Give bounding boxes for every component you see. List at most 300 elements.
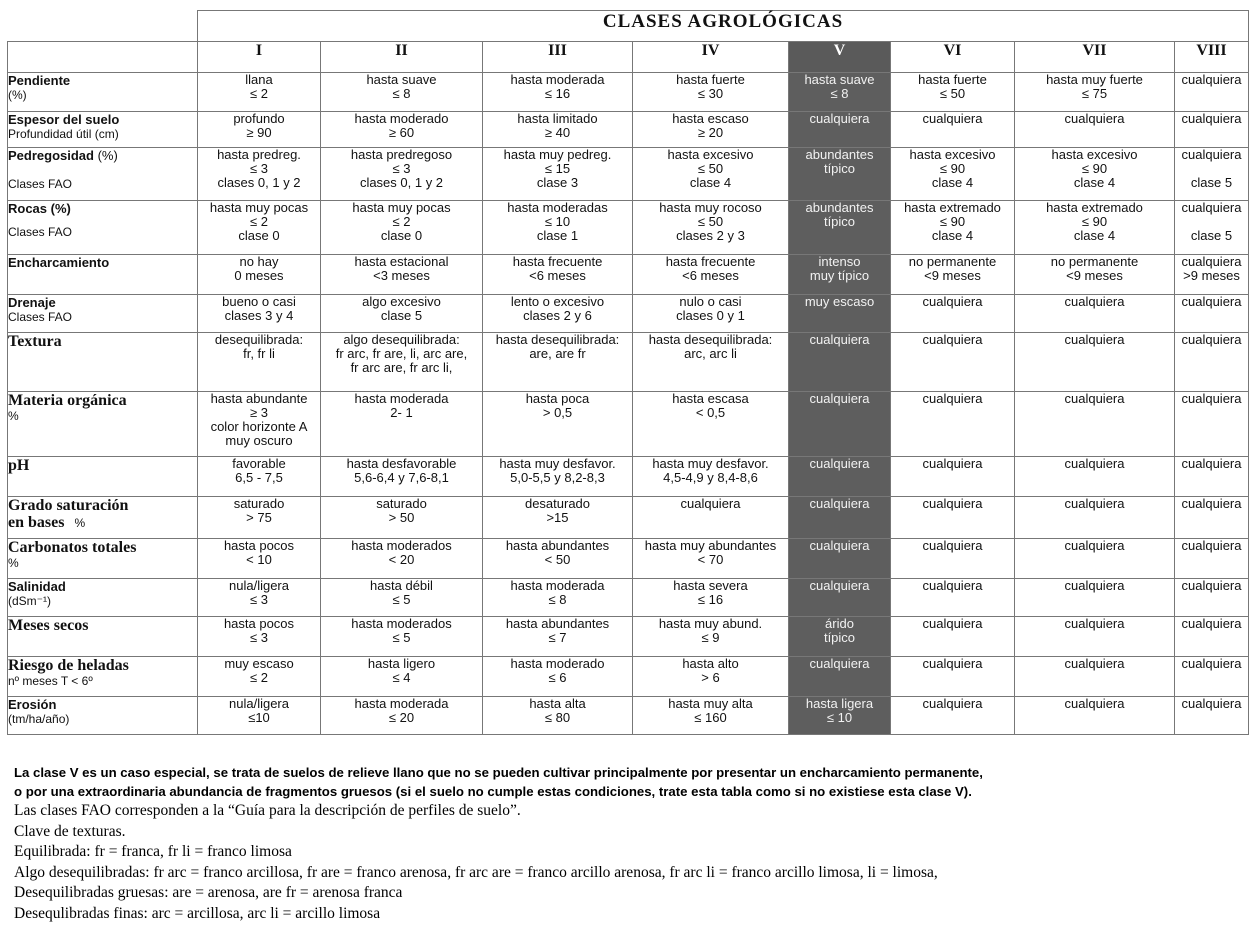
cell-class-6 (891, 539, 1015, 579)
cell-line: algo desequilibrada: (343, 332, 460, 347)
row-sub-label: nº meses T < 6º (8, 674, 93, 688)
cell-line: < 70 (697, 552, 724, 567)
row-label-line2: en bases (8, 514, 65, 531)
cell-class-3 (483, 295, 633, 333)
cell-line: cualquiera (1181, 696, 1242, 711)
cell-line: cualquiera (922, 696, 983, 711)
cell-class-7 (1015, 295, 1175, 333)
cell-line: cualquiera (1181, 456, 1242, 471)
row-sub-label: Clases FAO (8, 177, 73, 191)
cell-class-3 (483, 201, 633, 255)
row-label-cell (8, 539, 198, 579)
row-sub-label: Clases FAO (8, 225, 73, 239)
cell-class-1 (198, 333, 321, 392)
cell-line: cualquiera (1064, 616, 1125, 631)
row-label-text: Meses secos (8, 617, 89, 634)
cell-line: clase 4 (1073, 228, 1116, 243)
cell-line: clases 2 y 3 (676, 228, 745, 243)
cell-line: cualquiera (922, 456, 983, 471)
cell-class-7 (1015, 73, 1175, 112)
cell-class-2 (321, 73, 483, 112)
cell-line: cualquiera (1181, 391, 1242, 406)
cell-class-7 (1015, 255, 1175, 295)
cell-class-5 (789, 112, 891, 148)
row-label-cell (8, 148, 198, 201)
cell-line: color horizonte A (210, 419, 308, 434)
cell-line: desaturado (524, 496, 591, 511)
cell-class-3 (483, 112, 633, 148)
row-label-text: Textura (8, 333, 62, 350)
cell-line: hasta desfavorable (346, 456, 457, 471)
cell-class-4 (633, 697, 789, 735)
cell-line: cualquiera (922, 616, 983, 631)
cell-line: clase 1 (536, 228, 579, 243)
cell-class-6 (891, 112, 1015, 148)
cell-line: hasta moderada (510, 72, 605, 87)
row-label-text: Erosión (8, 697, 57, 712)
row-label (8, 497, 197, 514)
cell-line: ≤ 50 (697, 161, 724, 176)
cell-line: hasta excesivo (667, 147, 754, 162)
cell-class-8 (1175, 539, 1249, 579)
cell-class-6 (891, 657, 1015, 697)
cell-line: <9 meses (924, 268, 981, 283)
cell-line: clase 5 (380, 308, 423, 323)
row-label (8, 255, 197, 270)
cell-class-3 (483, 457, 633, 497)
cell-line: abundantes (805, 147, 874, 162)
cell-line: árido (825, 616, 854, 631)
cell-line: típico (823, 161, 856, 176)
cell-line: ≤ 3 (250, 161, 268, 176)
cell-class-8 (1175, 112, 1249, 148)
cell-line: hasta muy abund. (658, 616, 763, 631)
cell-class-8 (1175, 148, 1249, 201)
cell-line: clase 0 (380, 228, 423, 243)
cell-line: nula/ligera (229, 578, 289, 593)
cell-class-1 (198, 73, 321, 112)
cell-class-5 (789, 457, 891, 497)
table-title: CLASES AGROLÓGICAS (198, 11, 1249, 42)
cell-line: hasta frecuente (512, 254, 603, 269)
cell-line: hasta muy fuerte (1046, 72, 1143, 87)
cell-line: ≤ 10 (544, 214, 571, 229)
cell-class-4 (633, 579, 789, 617)
cell-line: cualquiera (1181, 72, 1242, 87)
cell-line: 5,6-6,4 y 7,6-8,1 (354, 470, 449, 485)
cell-line: cualquiera (809, 578, 870, 593)
row-label (8, 579, 197, 594)
table-body (8, 73, 1249, 735)
row-label (8, 617, 197, 634)
cell-line: hasta débil (370, 578, 433, 593)
row-label-cell (8, 295, 198, 333)
note-algo-desequilibradas: Algo desequilibradas: fr arc = franco arcillosa, fr are = franco arenosa, fr arc are = franco arcillo arenosa, fr arc li = franco arcillo limosa, li = limosa, (14, 863, 938, 881)
cell-line: hasta ligera (805, 696, 874, 711)
row-label-cell (8, 657, 198, 697)
table-row (8, 333, 1249, 392)
cell-line: hasta escaso (672, 111, 749, 126)
cell-line: ≤ 90 (1081, 214, 1108, 229)
cell-line: ≤ 4 (392, 670, 411, 685)
cell-line: hasta alto (682, 656, 739, 671)
cell-class-5 (789, 497, 891, 539)
cell-class-4 (633, 73, 789, 112)
row-label-cell (8, 579, 198, 617)
row-label-cell (8, 617, 198, 657)
table-row (8, 73, 1249, 112)
cell-line: 6,5 - 7,5 (235, 470, 283, 485)
cell-line: saturado (233, 496, 285, 511)
row-label-text: Espesor del suelo (8, 112, 120, 127)
cell-line: cualquiera (809, 111, 870, 126)
cell-line: fr arc, fr are, li, arc are, (335, 346, 468, 361)
cell-line: cualquiera (1181, 111, 1242, 126)
row-label (8, 657, 197, 674)
row-sub-label: Profundidad útil (cm) (8, 127, 119, 141)
class-header-7: VII (1015, 42, 1175, 73)
row-label-text: Salinidad (8, 579, 66, 594)
notes-section (14, 763, 1254, 924)
row-label-text: Materia orgánica (8, 392, 127, 409)
cell-class-1 (198, 697, 321, 735)
cell-line: bueno o casi (222, 294, 296, 309)
row-label-suffix: (%) (93, 148, 118, 163)
cell-class-3 (483, 617, 633, 657)
cell-class-4 (633, 457, 789, 497)
cell-line: hasta extremado (904, 200, 1001, 215)
cell-class-8 (1175, 295, 1249, 333)
cell-line: ≤ 80 (544, 710, 571, 725)
cell-line: hasta moderados (351, 616, 452, 631)
cell-class-2 (321, 617, 483, 657)
cell-line: lento o excesivo (510, 294, 605, 309)
row-label-text: Grado saturación (8, 497, 129, 514)
cell-line: cualquiera (1064, 696, 1125, 711)
row-sub-label: % (8, 556, 19, 570)
cell-line: cualquiera (1064, 538, 1125, 553)
cell-line: muy oscuro (225, 433, 293, 448)
cell-class-4 (633, 333, 789, 392)
table-row (8, 112, 1249, 148)
cell-class-4 (633, 539, 789, 579)
cell-class-3 (483, 148, 633, 201)
row-label-cell (8, 697, 198, 735)
cell-class-3 (483, 539, 633, 579)
cell-line: clases 3 y 4 (224, 308, 294, 323)
cell-line: ≤ 3 (250, 592, 268, 607)
cell-class-6 (891, 73, 1015, 112)
cell-line: hasta muy rocoso (659, 200, 762, 215)
cell-class-8 (1175, 392, 1249, 457)
cell-line: cualquiera (922, 332, 983, 347)
cell-class-6 (891, 392, 1015, 457)
cell-line: clases 0, 1 y 2 (359, 175, 444, 190)
cell-class-3 (483, 392, 633, 457)
cell-line: cualquiera (1181, 656, 1242, 671)
row-label-text: Drenaje (8, 295, 56, 310)
cell-line (1175, 162, 1248, 176)
cell-class-5 (789, 333, 891, 392)
cell-line: cualquiera (922, 578, 983, 593)
row-label (8, 392, 197, 409)
cell-line: nula/ligera (229, 696, 289, 711)
cell-class-5 (789, 201, 891, 255)
row-sub-label: (dSm⁻¹) (8, 594, 51, 608)
cell-class-7 (1015, 457, 1175, 497)
cell-line: 4,5-4,9 y 8,4-8,6 (663, 470, 758, 485)
header-corner (8, 11, 198, 42)
cell-class-8 (1175, 657, 1249, 697)
cell-class-2 (321, 392, 483, 457)
cell-class-3 (483, 697, 633, 735)
cell-line: >9 meses (1183, 268, 1240, 283)
cell-class-1 (198, 148, 321, 201)
cell-line: clase 4 (931, 228, 974, 243)
cell-class-3 (483, 255, 633, 295)
cell-line: abundantes (805, 200, 874, 215)
cell-line: <9 meses (1066, 268, 1123, 283)
row-label-cell (8, 201, 198, 255)
cell-line: cualquiera (922, 538, 983, 553)
row-sub-label: Clases FAO (8, 310, 73, 324)
cell-class-2 (321, 148, 483, 201)
cell-class-5 (789, 617, 891, 657)
row-sub-label: (%) (8, 88, 27, 102)
cell-class-4 (633, 148, 789, 201)
cell-class-8 (1175, 457, 1249, 497)
note-class-v-line1: La clase V es un caso especial, se trata de suelos de relieve llano que no se pueden cultivar principalmente por presentar un encharcamiento permanente, (14, 765, 983, 780)
cell-line: cualquiera (922, 656, 983, 671)
cell-line: ≤ 30 (697, 86, 724, 101)
row-label-cell (8, 255, 198, 295)
cell-line: ≤ 50 (939, 86, 966, 101)
cell-class-5 (789, 73, 891, 112)
cell-line: hasta predreg. (217, 147, 301, 162)
cell-class-2 (321, 697, 483, 735)
cell-line: cualquiera (1181, 496, 1242, 511)
cell-class-4 (633, 112, 789, 148)
cell-line: profundo (233, 111, 285, 126)
cell-class-2 (321, 539, 483, 579)
cell-class-6 (891, 697, 1015, 735)
cell-line: hasta muy desfavor. (652, 456, 769, 471)
cell-line: cualquiera (1181, 332, 1242, 347)
cell-line: ≤ 2 (250, 214, 268, 229)
cell-line: hasta muy pocas (209, 200, 309, 215)
cell-class-7 (1015, 201, 1175, 255)
cell-line: hasta fuerte (676, 72, 745, 87)
cell-line: ≤ 8 (548, 592, 567, 607)
cell-class-7 (1015, 657, 1175, 697)
cell-line: hasta estacional (354, 254, 449, 269)
cell-class-5 (789, 697, 891, 735)
cell-line: hasta desequilibrada: (648, 332, 773, 347)
cell-line: intenso (818, 254, 861, 269)
cell-line: cualquiera (922, 496, 983, 511)
cell-class-5 (789, 392, 891, 457)
cell-line: algo excesivo (362, 294, 441, 309)
cell-class-2 (321, 112, 483, 148)
cell-class-1 (198, 579, 321, 617)
table-row (8, 697, 1249, 735)
cell-class-8 (1175, 617, 1249, 657)
cell-class-7 (1015, 539, 1175, 579)
row-sub-label: (tm/ha/año) (8, 712, 70, 726)
cell-line: hasta fuerte (918, 72, 987, 87)
cell-class-4 (633, 201, 789, 255)
cell-line: hasta desequilibrada: (495, 332, 620, 347)
cell-line: ≤ 2 (392, 214, 411, 229)
row-label-cell (8, 457, 198, 497)
cell-line: hasta abundantes (505, 538, 610, 553)
cell-line: ≤ 5 (392, 592, 411, 607)
row-label-cell (8, 497, 198, 539)
cell-line: cualquiera (1064, 456, 1125, 471)
cell-class-2 (321, 255, 483, 295)
row-label (8, 457, 197, 474)
cell-class-1 (198, 457, 321, 497)
cell-line: hasta muy desfavor. (499, 456, 616, 471)
cell-line: llana (245, 72, 273, 87)
cell-line: cualquiera (809, 496, 870, 511)
cell-line: ≤ 2 (250, 670, 268, 685)
row-label-cell (8, 112, 198, 148)
cell-line: clase 3 (536, 175, 579, 190)
cell-class-4 (633, 497, 789, 539)
cell-class-2 (321, 295, 483, 333)
cell-class-6 (891, 201, 1015, 255)
cell-class-6 (891, 148, 1015, 201)
cell-line: favorable (232, 456, 286, 471)
cell-class-7 (1015, 617, 1175, 657)
cell-line: hasta abundantes (505, 616, 610, 631)
cell-line: clase 5 (1190, 228, 1233, 243)
cell-line: < 10 (246, 552, 272, 567)
cell-line: clases 0 y 1 (676, 308, 745, 323)
row-sub-label: % (74, 516, 86, 530)
cell-line: < 50 (544, 552, 571, 567)
cell-class-1 (198, 617, 321, 657)
cell-line: no hay (239, 254, 279, 269)
cell-class-1 (198, 392, 321, 457)
header-empty-cell (8, 42, 198, 73)
cell-line: are, are fr (529, 346, 586, 361)
cell-line: ≤ 6 (548, 670, 567, 685)
cell-line: ≤ 7 (548, 630, 567, 645)
cell-line (1175, 215, 1248, 229)
cell-class-8 (1175, 201, 1249, 255)
cell-class-2 (321, 201, 483, 255)
cell-line: hasta muy pocas (352, 200, 451, 215)
cell-line: < 20 (388, 552, 415, 567)
table-row (8, 579, 1249, 617)
cell-class-6 (891, 255, 1015, 295)
cell-line: hasta suave (366, 72, 437, 87)
cell-line: ≥ 60 (388, 125, 415, 140)
cell-line: clase 0 (238, 228, 280, 243)
cell-line: nulo o casi (679, 294, 742, 309)
cell-line: hasta pocos (223, 616, 295, 631)
cell-line: hasta predregoso (350, 147, 453, 162)
cell-line: ≤ 15 (544, 161, 571, 176)
class-header-3: III (483, 42, 633, 73)
cell-line: muy escaso (224, 656, 294, 671)
cell-class-3 (483, 497, 633, 539)
class-header-4: IV (633, 42, 789, 73)
cell-class-6 (891, 579, 1015, 617)
class-header-2: II (321, 42, 483, 73)
cell-line: <3 meses (373, 268, 430, 283)
cell-line: ≥ 20 (697, 125, 724, 140)
cell-line: cualquiera (1181, 294, 1242, 309)
note-class-v-line2: o por una extraordinaria abundancia de fragmentos gruesos (si el suelo no cumple estas condiciones, trate esta tabla como si no existiese esta clase V). (14, 784, 972, 799)
cell-line: >15 (546, 510, 569, 525)
table-row (8, 392, 1249, 457)
note-equilibrada: Equilibrada: fr = franca, fr li = franco limosa (14, 843, 292, 860)
cell-line: hasta muy abundantes (644, 538, 777, 553)
row-label (8, 295, 197, 310)
table-row (8, 539, 1249, 579)
cell-line: hasta frecuente (665, 254, 756, 269)
cell-line: saturado (376, 496, 427, 511)
cell-line: hasta moderado (354, 111, 449, 126)
note-desequilibradas-gruesas: Desequilibradas gruesas: are = arenosa, are fr = arenosa franca (14, 884, 403, 901)
cell-class-1 (198, 539, 321, 579)
cell-line: ≤ 50 (697, 214, 724, 229)
note-desequilibradas-finas: Desequlibradas finas: arc = arcillosa, arc li = arcillo limosa (14, 904, 381, 922)
cell-line: > 50 (388, 510, 415, 525)
cell-line: ≤10 (248, 710, 270, 725)
cell-line: cualquiera (809, 538, 870, 553)
cell-line: hasta escasa (672, 391, 749, 406)
cell-class-6 (891, 497, 1015, 539)
agrological-table-wrapper (7, 10, 1248, 735)
cell-line: cualquiera (680, 496, 741, 511)
cell-line: < 0,5 (695, 405, 726, 420)
cell-line: ≤ 9 (701, 630, 720, 645)
cell-line: clase 4 (931, 175, 974, 190)
cell-class-2 (321, 579, 483, 617)
cell-line: cualquiera (1181, 147, 1242, 162)
cell-line: ≤ 90 (1081, 161, 1108, 176)
cell-line: 5,0-5,5 y 8,2-8,3 (510, 470, 605, 485)
cell-line: clase 4 (689, 175, 732, 190)
cell-line: cualquiera (1181, 538, 1242, 553)
cell-line: no permanente (908, 254, 997, 269)
cell-line: hasta moderadas (507, 200, 608, 215)
table-row (8, 201, 1249, 255)
cell-line: hasta muy pedreg. (503, 147, 612, 162)
cell-class-3 (483, 579, 633, 617)
class-header-5: V (789, 42, 891, 73)
row-sub-label: % (8, 409, 19, 423)
cell-line: > 0,5 (542, 405, 573, 420)
cell-line: cualquiera (922, 111, 983, 126)
row-label (8, 333, 197, 350)
row-label-cell (8, 73, 198, 112)
cell-line: ≤ 3 (392, 161, 411, 176)
cell-class-1 (198, 255, 321, 295)
cell-line: cualquiera (1181, 200, 1242, 215)
cell-class-3 (483, 657, 633, 697)
cell-line: cualquiera (1064, 391, 1125, 406)
cell-class-4 (633, 295, 789, 333)
cell-line: fr arc are, fr arc li, (350, 360, 453, 375)
row-label (8, 148, 197, 163)
cell-class-2 (321, 497, 483, 539)
cell-class-8 (1175, 579, 1249, 617)
